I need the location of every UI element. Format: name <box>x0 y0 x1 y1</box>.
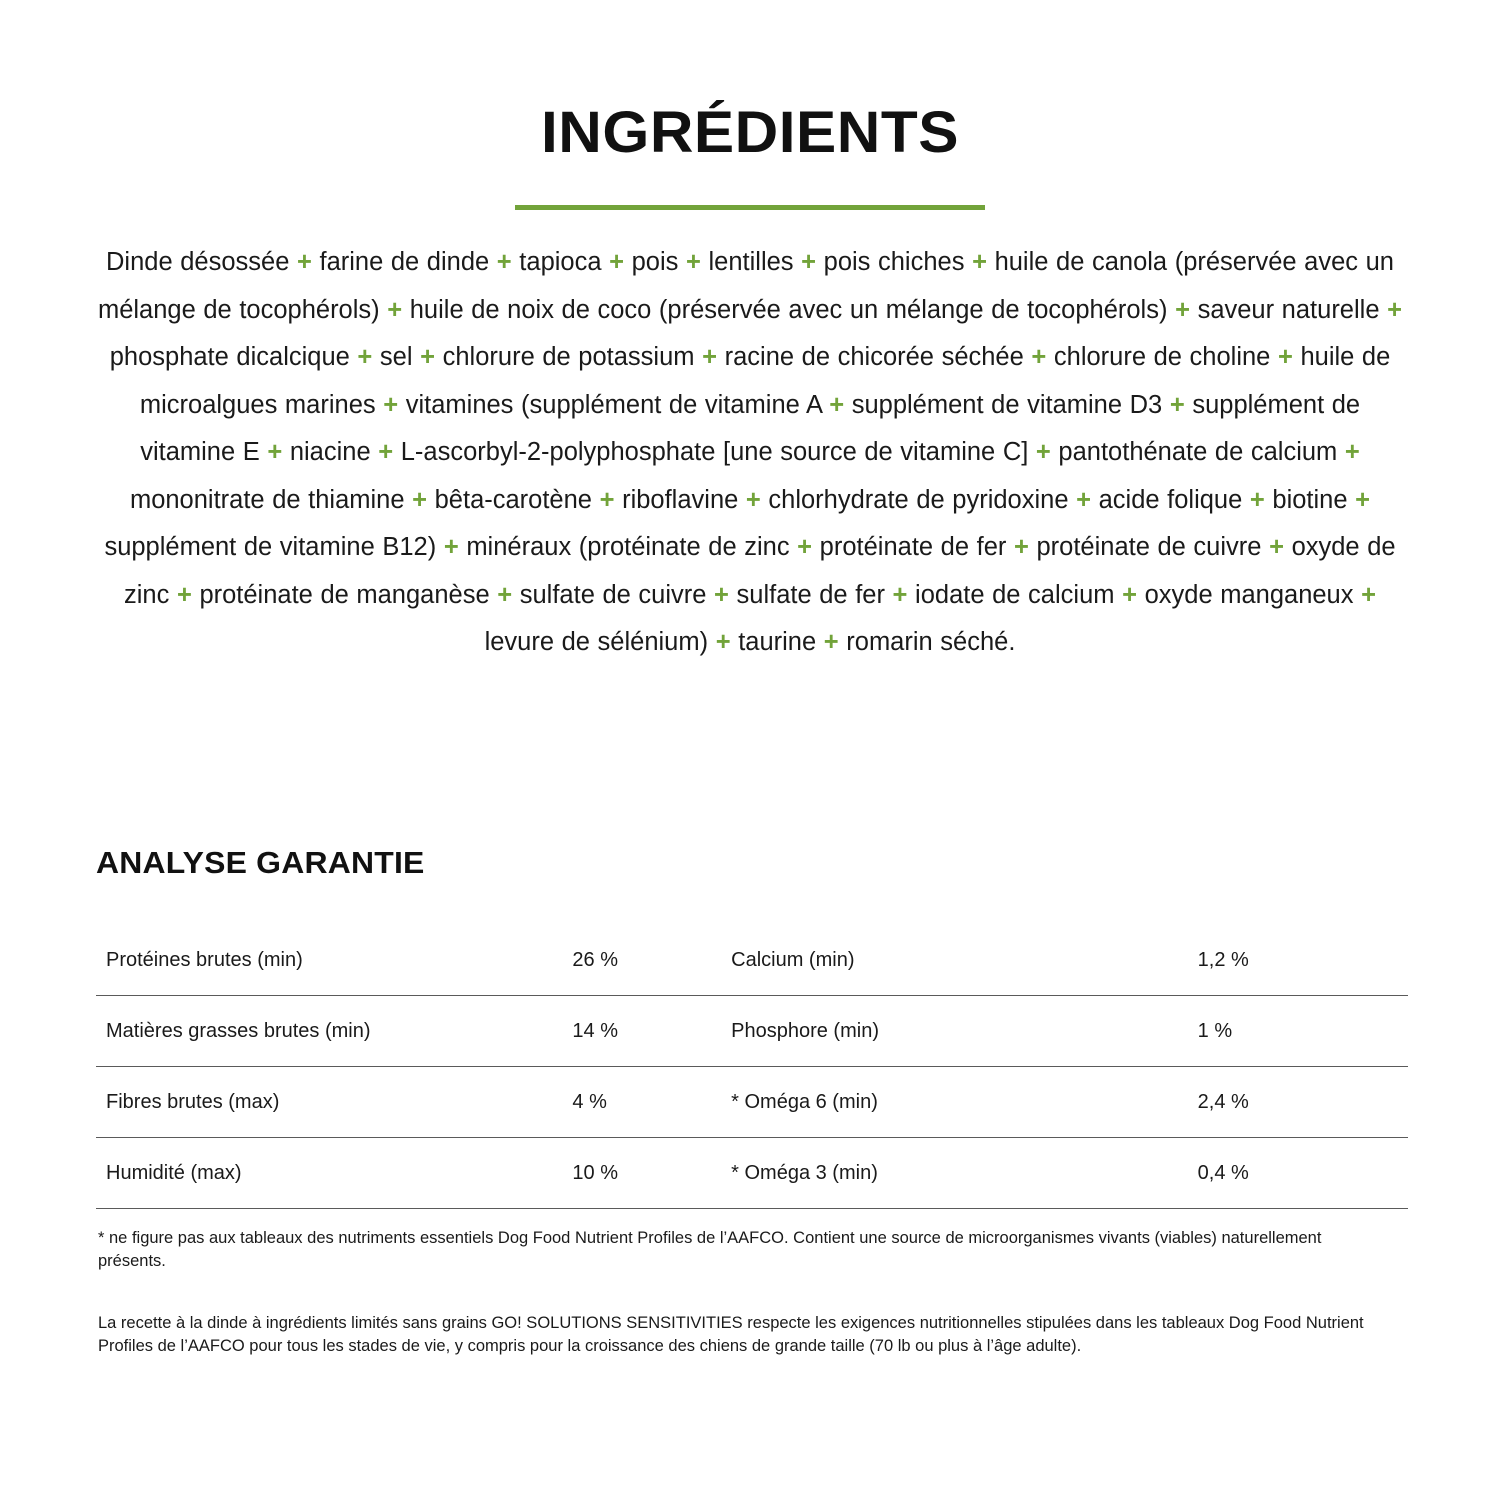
ingredient-item: protéinate de cuivre <box>1036 533 1262 561</box>
ingredient-separator-plus: + <box>1361 580 1376 609</box>
analysis-label-left: Fibres brutes (max) <box>96 1067 572 1138</box>
guaranteed-analysis-section <box>96 845 1408 1209</box>
ingredients-header <box>0 0 1500 210</box>
ingredient-separator-plus: + <box>892 580 908 609</box>
ingredient-separator-plus: + <box>599 485 615 514</box>
ingredient-separator-plus: + <box>497 580 513 609</box>
ingredient-separator-plus: + <box>496 248 512 276</box>
ingredient-separator-plus: + <box>801 248 817 276</box>
ingredient-item: mononitrate de thiamine <box>129 485 405 514</box>
ingredient-item: riboflavine <box>622 485 739 514</box>
ingredient-item: vitamines (supplément de vitamine A <box>405 390 822 419</box>
ingredient-separator-plus: + <box>1169 390 1185 419</box>
ingredient-item: niacine <box>289 438 371 466</box>
page-title: INGRÉDIENTS <box>541 100 959 165</box>
ingredient-item: romarin séché. <box>846 628 1016 656</box>
analysis-label-right: Phosphore (min) <box>731 996 1198 1067</box>
ingredient-separator-plus: + <box>443 533 459 561</box>
ingredient-item: farine de dinde <box>319 248 490 276</box>
ingredient-separator-plus: + <box>1175 295 1190 324</box>
ingredient-separator-plus: + <box>296 248 312 276</box>
ingredient-item: chlorure de potassium <box>442 343 695 371</box>
ingredient-separator-plus: + <box>972 248 987 276</box>
ingredient-separator-plus: + <box>1122 580 1137 609</box>
analysis-value-right: 0,4 % <box>1198 1138 1408 1209</box>
ingredient-separator-plus: + <box>1013 533 1029 561</box>
ingredient-item: lentilles <box>708 248 794 276</box>
footnote-asterisk: * ne figure pas aux tableaux des nutriments essentiels Dog Food Nutrient Profiles de l’AAFCO. Contient une source de microorganismes vivants (viables) naturellement présents. <box>98 1229 1322 1270</box>
ingredient-item: huile de noix de coco (préservée avec un mélange de tocophérols) <box>409 295 1168 324</box>
ingredients-list-paragraph <box>95 239 1405 667</box>
guaranteed-analysis-table <box>96 919 1408 1209</box>
ingredient-separator-plus: + <box>412 485 428 514</box>
ingredient-separator-plus: + <box>1031 343 1047 371</box>
ingredient-item: pois chiches <box>823 248 965 276</box>
ingredient-separator-plus: + <box>378 438 394 466</box>
ingredient-item: sulfate de fer <box>736 580 885 609</box>
ingredient-item: biotine <box>1272 485 1348 514</box>
ingredient-item: tapioca <box>519 248 602 276</box>
analysis-label-right: * Oméga 3 (min) <box>731 1138 1198 1209</box>
title-underline-rule <box>515 205 985 210</box>
ingredient-item: minéraux (protéinate de zinc <box>466 533 790 561</box>
analysis-heading: ANALYSE GARANTIE <box>96 845 425 880</box>
ingredient-separator-plus: + <box>1355 485 1371 514</box>
ingredient-item: huile de microalgues marines <box>139 343 1391 419</box>
ingredient-item: supplément de vitamine D3 <box>851 390 1163 419</box>
ingredient-separator-plus: + <box>383 390 399 419</box>
analysis-label-right: Calcium (min) <box>731 919 1198 996</box>
ingredient-separator-plus: + <box>829 390 845 419</box>
footnote-aafco-statement: La recette à la dinde à ingrédients limités sans grains GO! SOLUTIONS SENSITIVITIES respecte les exigences nutritionnelles stipulées dans les tableaux Dog Food Nutrient Profiles de l’AAFCO pour tous les stades de vie, y compris pour la croissance des chiens de grande taille (70 lb ou plus à l’âge adulte). <box>98 1314 1364 1355</box>
ingredient-separator-plus: + <box>702 343 718 371</box>
ingredient-separator-plus: + <box>609 248 625 276</box>
ingredient-separator-plus: + <box>420 343 436 371</box>
ingredient-item: saveur naturelle <box>1197 295 1380 324</box>
analysis-label-left: Protéines brutes (min) <box>96 919 572 996</box>
ingredient-separator-plus: + <box>1076 485 1091 514</box>
ingredient-item: protéinate de fer <box>819 533 1007 561</box>
ingredient-item: acide folique <box>1098 485 1243 514</box>
ingredient-separator-plus: + <box>1269 533 1284 561</box>
ingredient-separator-plus: + <box>1387 295 1403 324</box>
ingredient-separator-plus: + <box>357 343 373 371</box>
ingredient-item: bêta-carotène <box>434 485 592 514</box>
analysis-value-left: 14 % <box>572 996 731 1067</box>
ingredient-item: supplément de vitamine B12) <box>104 533 437 561</box>
ingredient-item: oxyde manganeux <box>1144 580 1354 609</box>
analysis-label-left: Humidité (max) <box>96 1138 572 1209</box>
ingredient-separator-plus: + <box>1344 438 1360 466</box>
analysis-value-left: 4 % <box>572 1067 731 1138</box>
ingredient-item: chlorure de choline <box>1053 343 1271 371</box>
ingredient-separator-plus: + <box>176 580 192 609</box>
analysis-value-left: 10 % <box>572 1138 731 1209</box>
table-row <box>96 1067 1408 1138</box>
ingredient-item: racine de chicorée séchée <box>724 343 1024 371</box>
ingredient-separator-plus: + <box>715 628 731 656</box>
ingredient-item: phosphate dicalcique <box>109 343 350 371</box>
ingredient-separator-plus: + <box>387 295 403 324</box>
table-row <box>96 919 1408 996</box>
analysis-label-right: * Oméga 6 (min) <box>731 1067 1198 1138</box>
ingredient-item: chlorhydrate de pyridoxine <box>768 485 1069 514</box>
ingredient-separator-plus: + <box>797 533 813 561</box>
ingredient-separator-plus: + <box>1277 343 1293 371</box>
ingredient-item: sel <box>379 343 413 371</box>
ingredient-item: sulfate de cuivre <box>519 580 707 609</box>
ingredient-item: iodate de calcium <box>915 580 1115 609</box>
analysis-value-right: 2,4 % <box>1198 1067 1408 1138</box>
ingredient-item: protéinate de manganèse <box>199 580 490 609</box>
analysis-value-right: 1,2 % <box>1198 919 1408 996</box>
analysis-value-right: 1 % <box>1198 996 1408 1067</box>
ingredient-item: supplément de vitamine E <box>140 390 1361 466</box>
analysis-value-left: 26 % <box>572 919 731 996</box>
ingredient-item: oxyde de zinc <box>123 533 1396 609</box>
ingredient-separator-plus: + <box>714 580 729 609</box>
ingredient-separator-plus: + <box>745 485 761 514</box>
table-row <box>96 996 1408 1067</box>
ingredient-item: pantothénate de calcium <box>1058 438 1338 466</box>
ingredient-item: Dinde désossée <box>106 248 290 276</box>
ingredient-item: levure de sélénium) <box>484 628 709 656</box>
ingredient-item: L-ascorbyl-2-polyphosphate [une source de vitamine C] <box>400 438 1029 466</box>
ingredient-separator-plus: + <box>1249 485 1265 514</box>
ingredient-item: taurine <box>738 628 817 656</box>
table-row <box>96 1138 1408 1209</box>
ingredient-separator-plus: + <box>823 628 839 656</box>
ingredient-item: huile de canola (préservée avec un mélange de tocophérols) <box>97 248 1394 324</box>
ingredient-separator-plus: + <box>1035 438 1051 466</box>
ingredient-separator-plus: + <box>686 248 701 276</box>
ingredient-item: pois <box>631 248 679 276</box>
analysis-label-left: Matières grasses brutes (min) <box>96 996 572 1067</box>
ingredient-separator-plus: + <box>267 438 283 466</box>
